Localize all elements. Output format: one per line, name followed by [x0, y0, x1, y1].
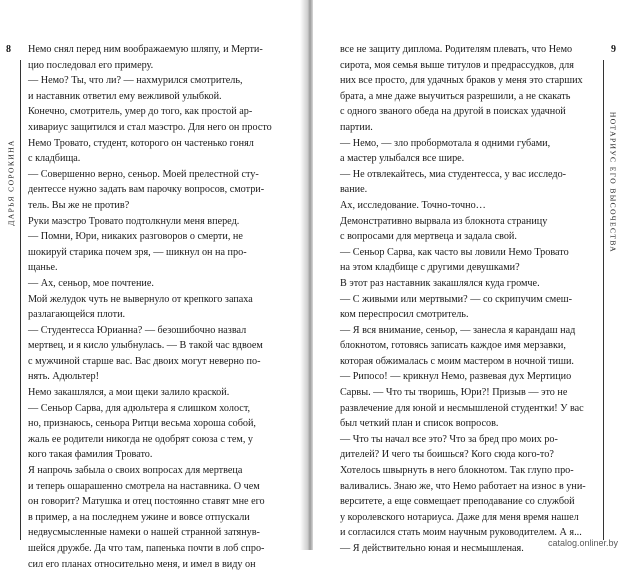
text-line: — Немо? Ты, что ли? — нахмурился смотритель, [28, 75, 243, 87]
text-line: — С живыми или мертвыми? — со скрипучим смеш- [340, 293, 572, 305]
text-line: — Я вся внимание, сеньор, — занесла я карандаш над [340, 324, 576, 336]
text-line: вание. [340, 184, 368, 196]
text-line: Немо Тровато, студент, которого он частенько гонял [28, 137, 254, 149]
text-line: — Совершенно верно, сеньор. Моей прелестной сту- [28, 168, 259, 180]
text-line: дителей? И чего ты боишься? Кого сюда кого-то? [340, 449, 554, 461]
text-line: — Ах, сеньор, мое почтение. [28, 277, 154, 289]
text-line: — Сеньор Сарва, как часто вы ловили Немо Тровато [340, 246, 569, 258]
left-running-head: ДАРЬЯ СОРОКИНА [6, 139, 16, 226]
right-page [313, 0, 622, 554]
text-line: развлечение для юной и несмышленой студентки! У вас [340, 402, 584, 414]
text-line: Хотелось швырнуть в него блокнотом. Так глупо про- [340, 465, 574, 477]
text-line: Я напрочь забыла о своих вопросах для мертвеца [28, 465, 243, 477]
text-line: — Сеньор Сарва, для адюльтера я слишком холост, [28, 402, 251, 414]
watermark: catalog.onliner.by [547, 538, 618, 548]
text-line: тель. Вы же не против? [28, 199, 130, 211]
text-line: Демонстративно вырвала из блокнота страницу [340, 215, 548, 227]
text-line: Немо снял перед ним воображаемую шляпу, и Мерти- [28, 44, 263, 55]
text-line: Немо закашлялся, а мои щеки залило краской. [28, 387, 230, 399]
text-line: Сарвы. — Что ты творишь, Юри?! Призыв — это не [340, 387, 568, 399]
text-line: — Рипосо! — крикнул Немо, развевая дух Мертицио [340, 371, 572, 383]
text-line: в пример, а на последнем ужине и вовсе отпускали [28, 511, 250, 523]
text-line: на этом кладбище с другими девушками? [340, 262, 520, 274]
text-line: ком переспросил смотритель. [340, 309, 469, 321]
text-line: которая обжималась с моим мастером в ночной тиши. [340, 355, 574, 367]
text-line: с одного званого обеда на другой в поисках удачной [340, 106, 566, 118]
text-line: них все просто, для удачных браков у меня это старших [340, 75, 583, 87]
text-line: недвусмысленные намеки о нашей странной затянув- [28, 527, 260, 539]
text-line: он говорит? Матушка и отец постоянно ставят мне его [28, 496, 265, 508]
text-line: — Не отвлекайтесь, миа студентесса, у вас исследо- [340, 168, 567, 180]
text-line: с мужчиной старше вас. Вас двоих могут неверно по- [28, 355, 261, 367]
text-line: шокируй старика почем зря, — шикнул он на про- [28, 246, 247, 258]
text-line: мертвец, и я кисло улыбнулась. — В такой час вдвоем [28, 340, 263, 352]
text-line: сил его планах относительно меня, и имел в виду он [28, 558, 256, 570]
text-line: с вопросами для мертвеца и задала свой. [340, 231, 517, 243]
left-margin-rule [20, 60, 21, 540]
text-line: дентессе нужно задать вам парочку вопросов, смотри- [28, 184, 265, 196]
right-page-number: 9 [611, 44, 616, 55]
text-line: у королевского нотариуса. Даже для меня время нашел [340, 511, 579, 523]
text-line: — Что ты начал все это? Что за бред про моих ро- [340, 433, 558, 445]
text-line: разлагающейся плоти. [28, 309, 126, 321]
text-line: блокнотом, готовясь записать каждое имя мерзавки, [340, 340, 566, 352]
text-line: Мой желудок чуть не вывернуло от крепкого запаха [28, 293, 253, 305]
text-line: шейся дружбе. Да что там, папенька почти в лоб спро- [28, 543, 265, 554]
text-line: с кладбища. [28, 153, 81, 165]
text-line: и согласился стать моим научным руководителем. А я... [340, 527, 582, 539]
text-line: сирота, моя семья выше титулов и предрассудков, для [340, 59, 574, 71]
left-page [0, 0, 305, 570]
text-line: все не защиту диплома. Родителям плевать, что Немо [340, 44, 573, 55]
text-line: валивались. Знаю же, что Немо работает на износ в уни- [340, 480, 586, 492]
right-page-text [340, 42, 598, 557]
left-page-text [28, 42, 298, 572]
text-line: щанье. [28, 262, 58, 274]
left-page-number: 8 [6, 44, 11, 55]
text-line: — Студентесса Юрианна? — безошибочно назвал [28, 324, 247, 336]
text-line: — Помни, Юри, никаких разговоров о смерти, не [28, 231, 243, 243]
text-line: и теперь ошарашенно смотрела на наставника. О чем [28, 480, 260, 492]
text-line: В этот раз наставник закашлялся куда громче. [340, 277, 540, 289]
text-line: хивариус защитился и стал маэстро. Для него он просто [28, 121, 272, 133]
text-line: — Я действительно юная и несмышленая. [340, 543, 524, 554]
text-line: жаль ее родители никогда не одобрят союза с тем, у [28, 433, 254, 445]
text-line: Конечно, смотритель, умер до того, как простой ар- [28, 106, 253, 118]
text-line: — Немо, — зло пробормотала я одними губами, [340, 137, 551, 149]
text-line: кого такая фамилия Тровато. [28, 449, 153, 461]
text-line: и наставник ответил ему вежливой улыбкой. [28, 90, 222, 102]
text-line: нять. Адюльтер! [28, 371, 100, 383]
text-line: а мастер улыбался все шире. [340, 153, 465, 165]
text-line: но, признаюсь, сеньора Ритци весьма хороша собой, [28, 418, 256, 430]
text-line: партии. [340, 121, 373, 133]
text-line: Ах, исследование. Точно-точно… [340, 199, 486, 211]
right-running-head: НОТАРИУС ЕГО ВЫСОЧЕСТВА [608, 111, 618, 254]
text-line: брата, а мне даже выучиться разрешили, а не скакать [340, 90, 571, 102]
text-line: верситете, а еще совмещает преподавание со службой [340, 496, 575, 508]
text-line: был четкий план и список вопросов. [340, 418, 499, 430]
right-margin-rule [603, 60, 604, 540]
text-line: цио последовал его примеру. [28, 59, 154, 71]
text-line: Руки маэстро Тровато подтолкнули меня вперед. [28, 215, 240, 227]
